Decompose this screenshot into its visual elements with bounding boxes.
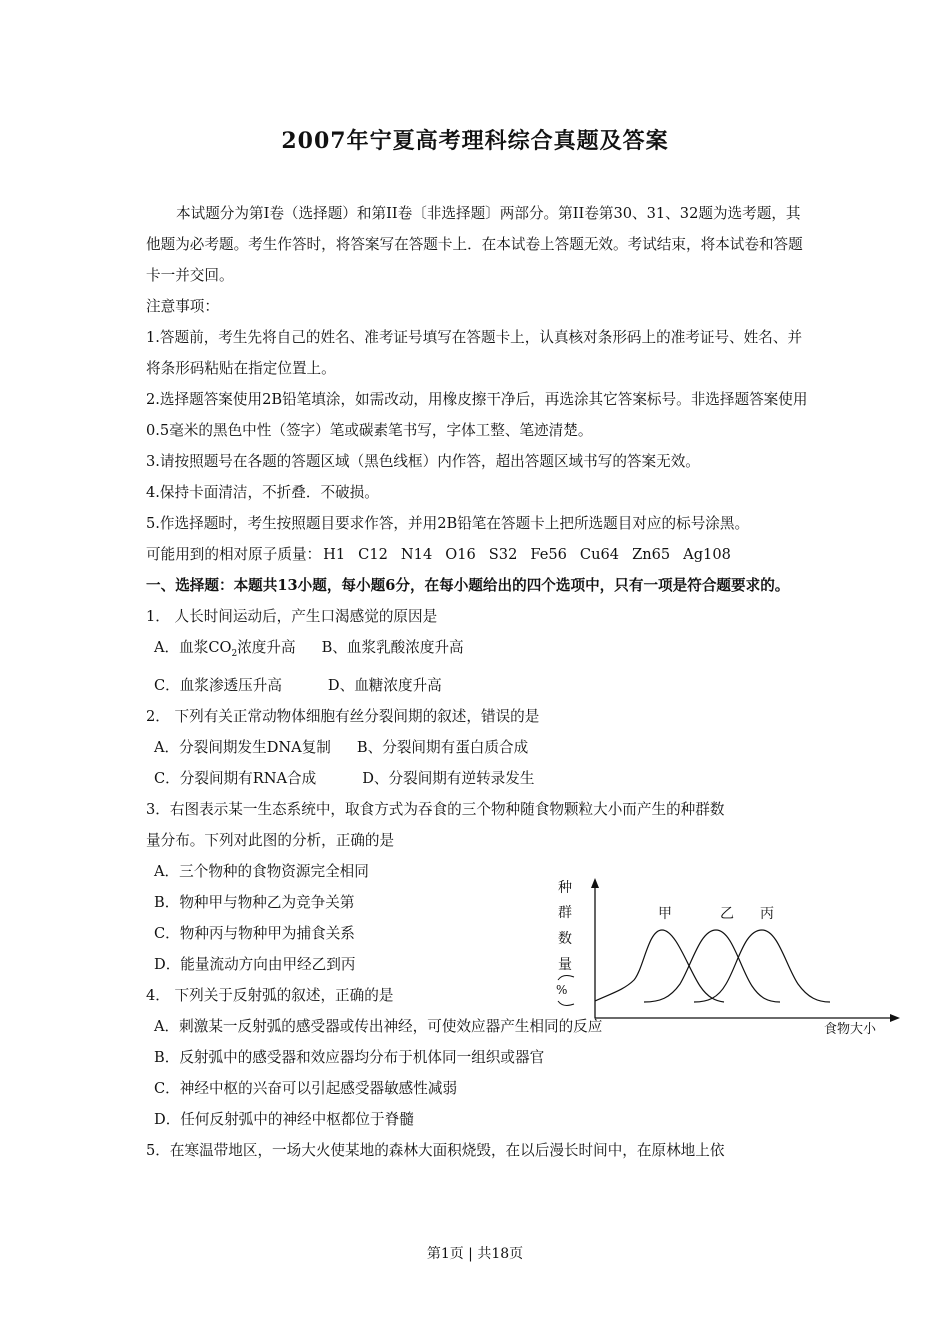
option-a: A．血浆$CO_2$浓度升高 [154,639,296,659]
note-item: 5.作选择题时，考生按照题目要求作答，并用2B铅笔在答题卡上把所选题目对应的标号涂黑。 [146,515,750,532]
y-axis-label-char: 数 [558,931,572,947]
note-item: 4.保持卡面清洁，不折叠．不破损。 [146,484,379,501]
species-label-bing: 丙 [760,906,774,922]
option-b: B、分裂间期有蛋白质合成 [356,738,529,756]
atomic-mass: Fe56 [530,546,567,563]
question-2-options-ab [146,732,812,763]
note-item: 2.选择题答案使用2B铅笔填涂，如需改动，用橡皮擦干净后，再选涂其它答案标号。非选择题答案使用0.5毫米的黑色中性（签字）笔或碳素笔书写，字体工整、笔迹清楚。 [146,391,808,439]
curve-species-jia [595,930,724,1002]
atomic-mass: Zn65 [632,546,671,563]
y-axis-label-char: 种 [558,880,572,896]
y-axis-arrow [591,878,599,888]
question-3-stem-continued: 量分布。下列对此图的分析，正确的是 [146,831,395,849]
option-d: D、血糖浓度升高 [327,676,442,694]
question-4-stem: 4． 下列关于反射弧的叙述，正确的是 [146,986,394,1004]
notes-heading: 注意事项： [146,298,219,315]
atomic-masses-label: 可能用到的相对原子质量： [146,546,322,563]
atomic-mass: H1 [323,546,346,563]
curve-species-bing [694,930,830,1002]
option-d: D、分裂间期有逆转录发生 [362,769,535,787]
option-c: C．血浆渗透压升高 [154,676,282,694]
option-b: B、血浆乳酸浓度升高 [321,639,464,656]
page-title: 2007年宁夏高考理科综合真题及答案 [281,128,669,154]
intro-paragraph: 本试题分为第I卷（选择题）和第II卷〔非选择题〕两部分。第II卷第30、31、32题为选考题，其他题为必考题。考生作答时，将答案写在答题卡上．在本试卷上答题无效。考试结束，将本试卷和答题卡一并交回。 [146,205,803,284]
option-c: C．神经中枢的兴奋可以引起感受器敏感性减弱 [154,1079,458,1097]
option-a: A．分裂间期发生DNA复制 [154,738,331,756]
y-axis-label-char: % [556,983,568,997]
question-2-stem: 2． 下列有关正常动物体细胞有丝分裂间期的叙述，错误的是 [146,707,540,725]
x-axis-label: 食物大小 [824,1022,877,1037]
y-axis-label-char: 量 [558,957,572,973]
atomic-mass: S32 [488,546,518,563]
y-axis-label-char: 群 [558,905,572,921]
page-footer: 第1页 | 共18页 [426,1246,524,1262]
note-item: 1.答题前，考生先将自己的姓名、准考证号填写在答题卡上，认真核对条形码上的准考证号、姓名、并将条形码粘贴在指定位置上。 [146,329,803,377]
note-item: 3.请按照题号在各题的答题区域（黑色线框）内作答，超出答题区域书写的答案无效。 [146,453,700,470]
option-d: D．能量流动方向由甲经乙到丙 [154,955,356,973]
option-a: A．三个物种的食物资源完全相同 [154,862,369,880]
population-distribution-figure [548,876,908,1046]
option-c: C．物种丙与物种甲为捕食关系 [154,924,355,942]
atomic-mass: Ag108 [683,546,731,563]
option-c: C．分裂间期有RNA合成 [154,769,317,787]
section-heading: 一、选择题：本题共13小题，每小题6分，在每小题给出的四个选项中，只有一项是符合题要求的。 [146,577,790,594]
percent-paren-top [558,976,574,980]
option-b: B．物种甲与物种乙为竞争关第 [154,893,355,911]
question-1-options-ab [146,632,812,670]
question-1-options-cd [146,670,812,701]
curve-species-yi [644,930,780,1002]
atomic-mass: N14 [400,546,433,563]
question-3-stem: 3．右图表示某一生态系统中，取食方式为吞食的三个物种随食物颗粒大小而产生的种群数 [146,800,725,818]
atomic-mass: O16 [445,546,476,563]
percent-paren-bottom [558,1001,574,1005]
question-5-stem: 5．在寒温带地区，一场大火使某地的森林大面积烧毁，在以后漫长时间中，在原林地上依 [146,1141,725,1159]
x-axis-arrow [890,1014,900,1022]
atomic-mass: C12 [358,546,388,563]
question-1-stem: 1． 人长时间运动后，产生口渴感觉的原因是 [146,608,438,625]
species-label-jia: 甲 [658,906,672,922]
option-b: B．反射弧中的感受器和效应器均分布于机体同一组织或器官 [154,1048,545,1066]
question-2-options-cd [146,763,812,794]
option-d: D．任何反射弧中的神经中枢都位于脊髓 [154,1110,414,1128]
species-label-yi: 乙 [720,906,734,922]
option-a: A．刺激某一反射弧的感受器或传出神经，可使效应器产生相同的反应 [154,1017,603,1035]
atomic-mass: Cu64 [579,546,620,563]
atomic-masses [146,539,812,570]
